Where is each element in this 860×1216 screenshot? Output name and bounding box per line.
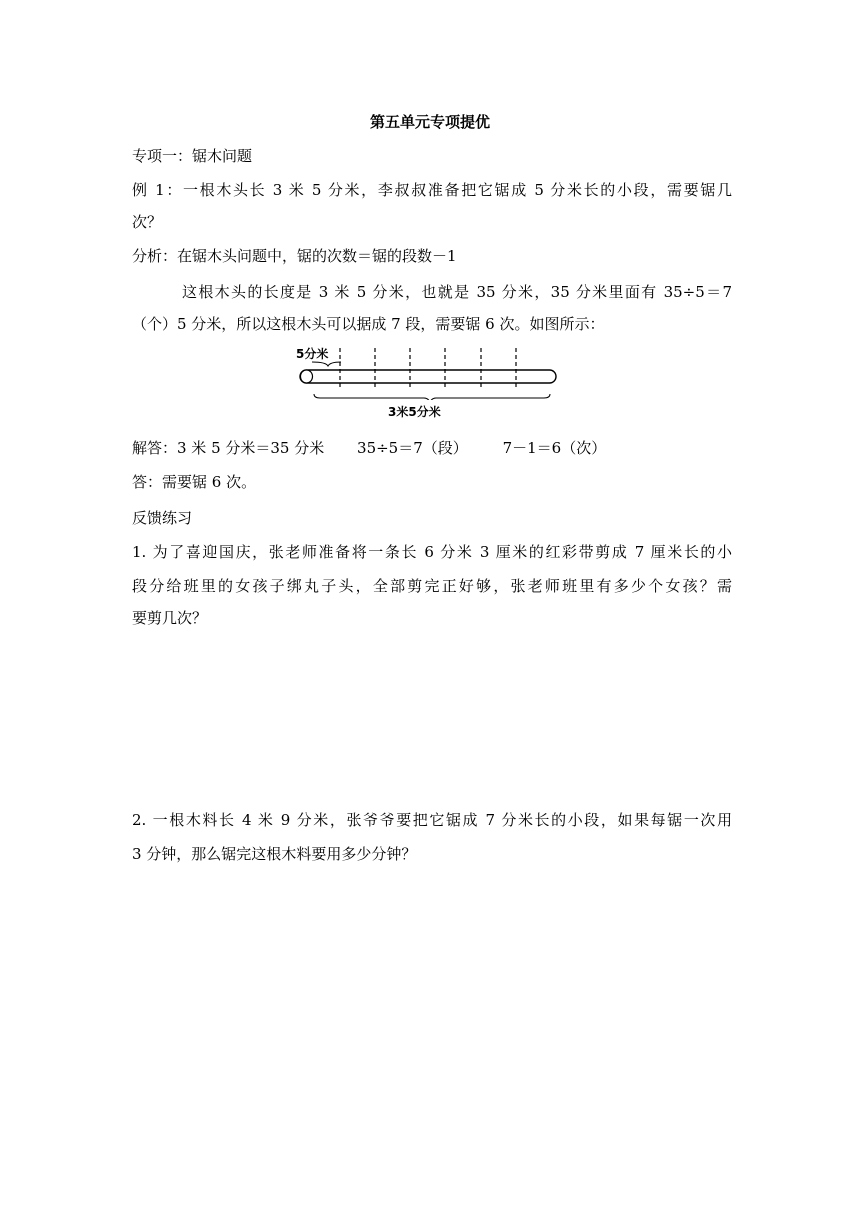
question-1-line-3: 要剪几次？ — [132, 609, 208, 627]
example-line-2: 次？ — [132, 213, 163, 231]
analysis-line-2: 这根木头的长度是 3 米 5 分米，也就是 35 分米，35 分米里面有 35÷5＝7 — [182, 283, 732, 301]
answer-line: 答：需要锯 6 次。 — [132, 473, 257, 491]
solution-part-1: 解答：3 米 5 分米＝35 分米 — [132, 439, 325, 457]
total-brace — [314, 394, 550, 400]
section-heading: 专项一：锯木问题 — [132, 147, 253, 165]
total-length-label: 3米5分米 — [388, 405, 441, 419]
log-end — [301, 370, 313, 383]
question-2-line-2: 3 分钟，那么锯完这根木料要用多少分钟？ — [132, 845, 417, 863]
example-line-1: 例 1：一根木头长 3 米 5 分米，李叔叔准备把它锯成 5 分米长的小段，需要锯几 — [132, 181, 732, 199]
analysis-line-3: （个）5 分米，所以这根木头可以据成 7 段，需要锯 6 次。如图所示： — [132, 315, 605, 333]
analysis-line-1: 分析：在锯木头问题中，锯的次数＝锯的段数－1 — [132, 247, 457, 265]
question-2-line-1: 2. 一根木料长 4 米 9 分米，张爷爷要把它锯成 7 分米长的小段，如果每锯一次用 — [132, 811, 732, 829]
wood-log — [300, 370, 556, 383]
solution-line — [132, 438, 606, 458]
page-title: 第五单元专项提优 — [369, 113, 490, 131]
practice-heading: 反馈练习 — [132, 509, 193, 527]
question-1-line-2: 段分给班里的女孩子绑丸子头，全部剪完正好够，张老师班里有多少个女孩？需 — [132, 577, 732, 595]
segment-brace — [312, 362, 341, 366]
solution-part-2: 35÷5＝7（段） — [357, 439, 468, 457]
question-1-line-1: 1. 为了喜迎国庆，张老师准备将一条长 6 分米 3 厘米的红彩带剪成 7 厘米长的小 — [132, 543, 732, 561]
wood-cutting-diagram — [296, 342, 566, 400]
solution-part-3: 7－1＝6（次） — [502, 439, 607, 457]
segment-length-label: 5分米 — [296, 347, 329, 361]
cut-lines — [340, 348, 516, 390]
